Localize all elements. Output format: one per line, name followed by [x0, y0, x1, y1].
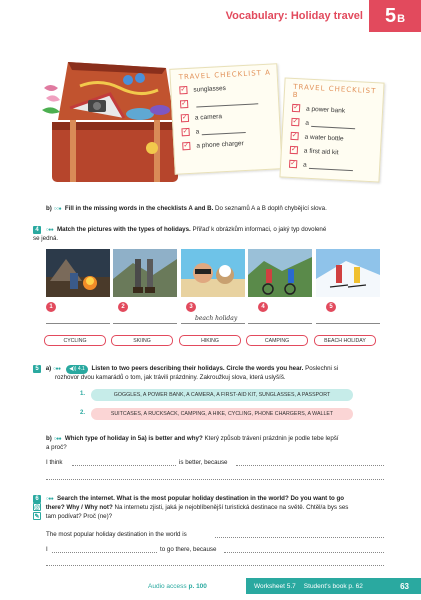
worksheet-ref: Worksheet 5.7 [254, 582, 296, 590]
photo-number-badge: 1 [46, 302, 56, 312]
exercise-5a-instruction: 5 a) ○●● ◀)) 4.1 Listen to two peers describing their holidays. Circle the words you hear. Poslechni si [33, 364, 338, 374]
checklist-b-item[interactable]: ✓ a [283, 114, 382, 133]
fill-in-line[interactable] [236, 465, 384, 466]
page-number: 63 [400, 581, 409, 591]
photo-number-badge: 5 [326, 302, 336, 312]
photo-cycling [248, 249, 312, 297]
option-number: 1. [80, 391, 86, 397]
exercise-number: 4 [33, 226, 41, 234]
fill-in-line[interactable] [46, 565, 384, 566]
checkmark-icon: ✓ [292, 117, 299, 126]
fill-in-line[interactable] [224, 552, 384, 553]
photo-camping [46, 249, 110, 297]
photo-skiing [316, 249, 380, 297]
exercise-6-instruction-cont2: ✎ tam podívat? Proč (ne)? [34, 513, 113, 520]
checkmark-icon: ✓ [181, 100, 188, 108]
word-box-beach-holiday: BEACH HOLIDAY [314, 335, 376, 346]
checklist-b-item: ✓ a power bank [293, 103, 346, 115]
checklist-a-item: ✓ a camera [181, 112, 223, 122]
checklist-a-item[interactable]: ✓ a [173, 120, 280, 140]
checkmark-icon: ✓ [290, 159, 297, 168]
checkmark-icon: ✓ [293, 103, 300, 112]
page-title: Vocabulary: Holiday travel [225, 10, 363, 22]
answer-line[interactable] [181, 323, 245, 324]
exercise-number: 6 [33, 495, 41, 503]
option-number: 2. [80, 410, 86, 416]
unit-number: 5 [384, 4, 397, 27]
checklist-b-title: TRAVEL CHECKLIST B [292, 82, 377, 100]
fill-in-line[interactable] [52, 552, 157, 553]
prompt-i-think: I think [46, 459, 63, 466]
internet-search-icon: @ [34, 505, 40, 511]
photo-hiking [113, 249, 177, 297]
prompt-to-go-there: to go there, because [160, 546, 217, 553]
audio-track-icon[interactable]: ◀)) 4.1 [66, 365, 88, 374]
checklist-b-item[interactable]: ✓ a [281, 156, 380, 175]
checklist-b [279, 77, 384, 182]
fill-in-line[interactable] [196, 97, 258, 107]
unit-letter: B [397, 13, 406, 25]
checklist-a-item: ✓ sunglasses [180, 84, 227, 94]
photo-beach-holiday [181, 249, 245, 297]
difficulty-dots-icon: ○●● [52, 366, 61, 372]
photo-number-badge: 4 [258, 302, 268, 312]
exercise-6-instruction: 6 ○●● Search the internet. What is the most popular holiday destination in the world? Do you want to go [33, 494, 344, 504]
checklist-a [169, 63, 282, 175]
photo-number-badge: 2 [118, 302, 128, 312]
checklist-a-item: ✓ a phone charger [183, 139, 244, 150]
fill-in-line[interactable] [309, 161, 353, 170]
word-box-hiking: HIKING [179, 335, 241, 346]
checkmark-icon: ✓ [182, 127, 189, 136]
word-box-cycling: CYCLING [44, 335, 106, 346]
students-book-ref: Student's book p. 62 [303, 582, 363, 590]
suitcase-illustration [40, 48, 190, 188]
checkmark-icon: ✓ [183, 141, 190, 150]
answer-line[interactable] [46, 323, 110, 324]
checkmark-icon: ✓ [290, 145, 298, 154]
fill-in-line[interactable] [215, 537, 384, 538]
checkmark-icon: ✓ [291, 131, 298, 140]
checkmark-icon: ✓ [180, 86, 187, 94]
word-box-skiing: SKIING [111, 335, 173, 346]
exercise-5b-instruction: b) ○●● Which type of holiday in 5a) is better and why? Který způsob trávení prázdnin je podle tebe lepší [46, 435, 339, 442]
difficulty-dots-icon: ○○● [53, 206, 62, 212]
exercise-b-instruction: b) ○○● Fill in the missing words in the checklists A and B. Do seznamů A a B doplň chybějící slova. [46, 205, 327, 212]
checklist-b-item: ✓ a first aid kit [290, 145, 339, 156]
photo-number-badge: 3 [186, 302, 196, 312]
exercise-5b-instruction-cont: a proč? [46, 444, 67, 451]
fill-in-line[interactable] [46, 479, 384, 480]
footer-bar [246, 578, 421, 594]
example-answer: beach holiday [195, 315, 238, 322]
exercise-4-instruction-cont: se jedná. [33, 235, 59, 242]
prompt-most-popular: The most popular holiday destination in the world is [46, 531, 187, 538]
unit-badge [369, 0, 421, 32]
difficulty-dots-icon: ○●● [53, 436, 62, 442]
answer-line[interactable] [248, 323, 312, 324]
exercise-number: 5 [33, 365, 41, 373]
audio-access-link[interactable]: Audio access p. 100 [148, 583, 207, 590]
fill-in-line[interactable] [311, 119, 355, 128]
exercise-5a-instruction-cont: rozhovor dvou kamarádů o tom, jak trávili prázdniny. Zakroužkuj slova, která uslyšíš. [55, 374, 286, 381]
difficulty-dots-icon: ○●● [45, 227, 54, 233]
answer-line[interactable] [113, 323, 177, 324]
exercise-6-instruction-cont: @ there? Why / Why not? Na internetu zjisti, jaká je nejoblíbenější turistická destinace na světě. Chtěl/a bys ses [34, 504, 349, 511]
exercise-4-instruction: 4 ○●● Match the pictures with the types of holidays. Přiřaď k obrázkům informaci, o jaký typ dovolené [33, 225, 326, 235]
word-list-option-2[interactable]: SUITCASES, A RUCKSACK, CAMPING, A HIKE, CYCLING, PHONE CHARGERS, A WALLET [91, 408, 353, 420]
difficulty-dots-icon: ○●● [45, 496, 54, 502]
fill-in-line[interactable] [72, 465, 176, 466]
word-list-option-1[interactable]: GOGGLES, A POWER BANK, A CAMERA, A FIRST-AID KIT, SUNGLASSES, A PASSPORT [91, 389, 353, 401]
prompt-is-better: is better, because [179, 459, 228, 466]
fill-in-line[interactable] [201, 126, 245, 135]
checklist-b-item: ✓ a water bottle [291, 131, 344, 143]
header-bar [0, 0, 421, 32]
checklist-a-title: TRAVEL CHECKLIST A [178, 68, 272, 82]
word-box-camping: CAMPING [246, 335, 308, 346]
prompt-i: I [46, 546, 48, 553]
answer-line[interactable] [316, 323, 380, 324]
speaking-icon: ✎ [34, 514, 40, 520]
checkmark-icon: ✓ [181, 114, 188, 122]
